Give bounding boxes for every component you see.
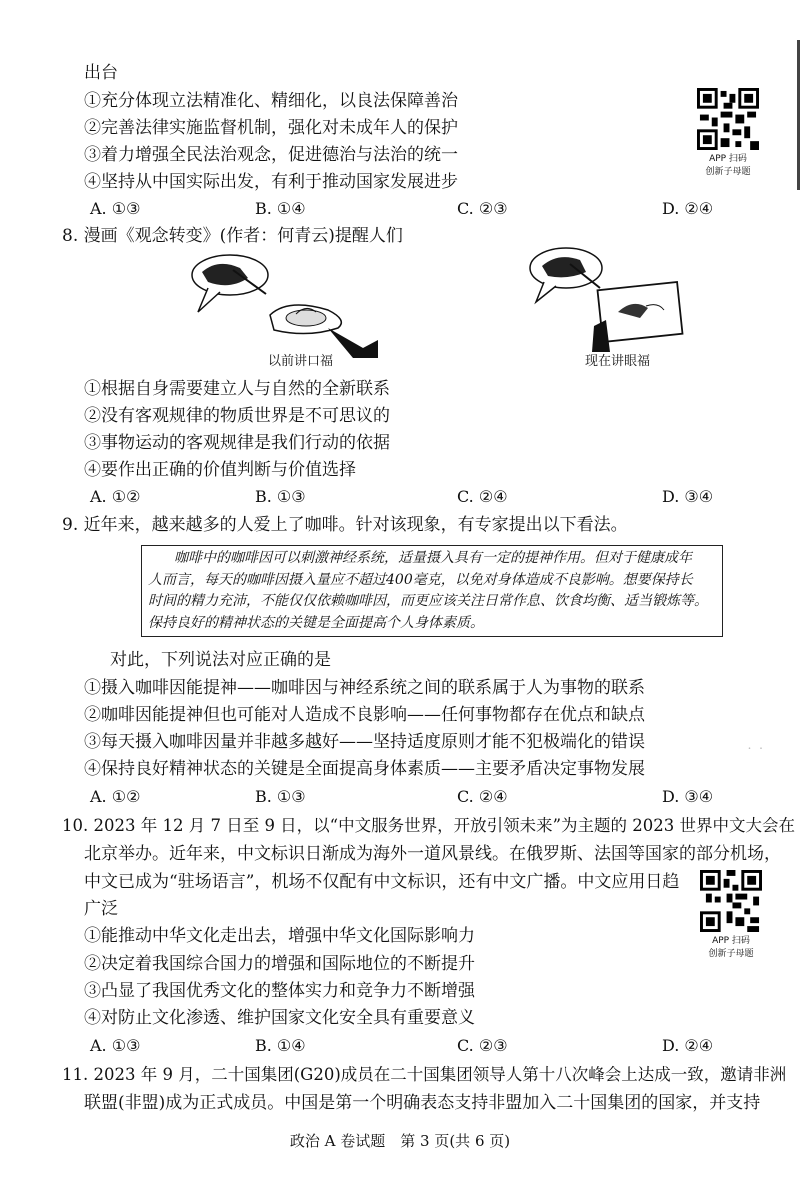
q7-option-4: ④坚持从中国实际出发，有利于推动国家发展进步 [84, 172, 458, 192]
cartoon-left-caption: 以前讲口福 [268, 354, 334, 369]
q8-answer-b: B. ①③ [255, 487, 306, 506]
q8-option-4: ④要作出正确的价值判断与价值选择 [84, 460, 356, 480]
qr-code-icon [700, 870, 762, 932]
q9-answer-a: A. ①② [90, 787, 141, 806]
q10-option-2: ②决定着我国综合国力的增强和国际地位的不断提升 [84, 954, 475, 974]
q9-expert-quote-box [141, 545, 723, 637]
q10-answer-a: A. ①③ [90, 1036, 141, 1055]
q9-option-3: ③每天摄入咖啡因量并非越多越好——坚持适度原则才能不犯极端化的错误 [84, 732, 645, 752]
q8-option-3: ③事物运动的客观规律是我们行动的依据 [84, 433, 390, 453]
qr-caption-title: 创新子母题 [705, 167, 751, 177]
scan-smudge-mark: ˙ ˙ [746, 746, 765, 762]
q7-stem-tail: 出台 [84, 63, 118, 83]
q7-answer-a: A. ①③ [90, 199, 141, 218]
q7-option-1: ①充分体现立法精准化、精细化，以良法保障善治 [84, 91, 458, 111]
q9-lead: 对此，下列说法对应正确的是 [110, 650, 331, 670]
q9-box-line-1: 咖啡中的咖啡因可以刺激神经系统，适量摄入具有一定的提神作用。但对于健康成年 [174, 550, 692, 566]
q9-option-2: ②咖啡因能提神但也可能对人造成不良影响——任何事物都存在优点和缺点 [84, 705, 645, 725]
q10-answer-c: C. ②③ [457, 1036, 508, 1055]
q9-box-line-4: 保持良好的精神状态的关键是全面提高个人身体素质。 [148, 614, 484, 631]
cartoon-left-image [178, 250, 378, 360]
q7-answer-b: B. ①④ [255, 199, 306, 218]
q10-answer-b: B. ①④ [255, 1036, 306, 1055]
q8-stem: 8. 漫画《观念转变》(作者：何青云)提醒人们 [62, 226, 403, 246]
cartoon-right-image [508, 244, 688, 356]
q9-box-line-3: 时间的精力充沛，不能仅仅依赖咖啡因，而更应该关注日常作息、饮食均衡、适当锻炼等。 [148, 593, 708, 609]
q10-stem-line-4: 广泛 [84, 899, 118, 919]
q10-option-3: ③凸显了我国优秀文化的整体实力和竞争力不断增强 [84, 981, 475, 1001]
q7-answer-d: D. ②④ [662, 199, 714, 218]
q11-stem-line-2: 联盟(非盟)成为正式成员。中国是第一个明确表态支持非盟加入二十国集团的国家，并支持 [84, 1093, 761, 1113]
q9-box-line-2: 人而言，每天的咖啡因摄入量应不超过400毫克，以免对身体造成不良影响。想要保持长 [148, 571, 693, 588]
q8-option-2: ②没有客观规律的物质世界是不可思议的 [84, 406, 390, 426]
q9-stem: 9. 近年来，越来越多的人爱上了咖啡。针对该现象，有专家提出以下看法。 [62, 515, 628, 535]
q8-option-1: ①根据自身需要建立人与自然的全新联系 [84, 379, 390, 399]
q10-option-1: ①能推动中华文化走出去，增强中华文化国际影响力 [84, 926, 475, 946]
q7-answer-c: C. ②③ [457, 199, 508, 218]
page-footer: 政治 A 卷试题 第 3 页(共 6 页) [289, 1132, 511, 1150]
q7-option-2: ②完善法律实施监督机制，强化对未成年人的保护 [84, 118, 458, 138]
q9-option-1: ①摄入咖啡因能提神——咖啡因与神经系统之间的联系属于人为事物的联系 [84, 678, 645, 698]
q9-answer-c: C. ②④ [457, 787, 508, 806]
qr-caption-title: 创新子母题 [708, 949, 754, 959]
q9-option-4: ④保持良好精神状态的关键是全面提高身体素质——主要矛盾决定事物发展 [84, 759, 645, 779]
q9-answer-b: B. ①③ [255, 787, 306, 806]
qr-code-icon [697, 88, 759, 150]
q8-answer-a: A. ①② [90, 487, 141, 506]
q8-answer-d: D. ③④ [662, 487, 714, 506]
q9-answer-d: D. ③④ [662, 787, 714, 806]
q10-answer-d: D. ②④ [662, 1036, 714, 1055]
q10-stem-line-2: 北京举办。近年来，中文标识日渐成为海外一道风景线。在俄罗斯、法国等国家的部分机场， [84, 844, 781, 864]
q7-option-3: ③着力增强全民法治观念，促进德治与法治的统一 [84, 145, 458, 165]
q10-stem-line-1: 10. 2023 年 12 月 7 日至 9 日，以“中文服务世界，开放引领未来”为主题的 2023 世界中文大会在 [62, 816, 796, 835]
q10-stem-line-3: 中文已成为“驻场语言”，机场不仅配有中文标识，还有中文广播。中文应用日趋 [84, 872, 680, 892]
q11-stem-line-1: 11. 2023 年 9 月，二十国集团(G20)成员在二十国集团领导人第十八次峰会上达成一致，邀请非洲 [62, 1065, 787, 1084]
q8-answer-c: C. ②④ [457, 487, 508, 506]
qr-caption-app: APP 扫码 [712, 936, 750, 946]
q10-option-4: ④对防止文化渗透、维护国家文化安全具有重要意义 [84, 1008, 475, 1028]
cartoon-right-caption: 现在讲眼福 [585, 354, 651, 369]
qr-caption-app: APP 扫码 [709, 154, 747, 164]
